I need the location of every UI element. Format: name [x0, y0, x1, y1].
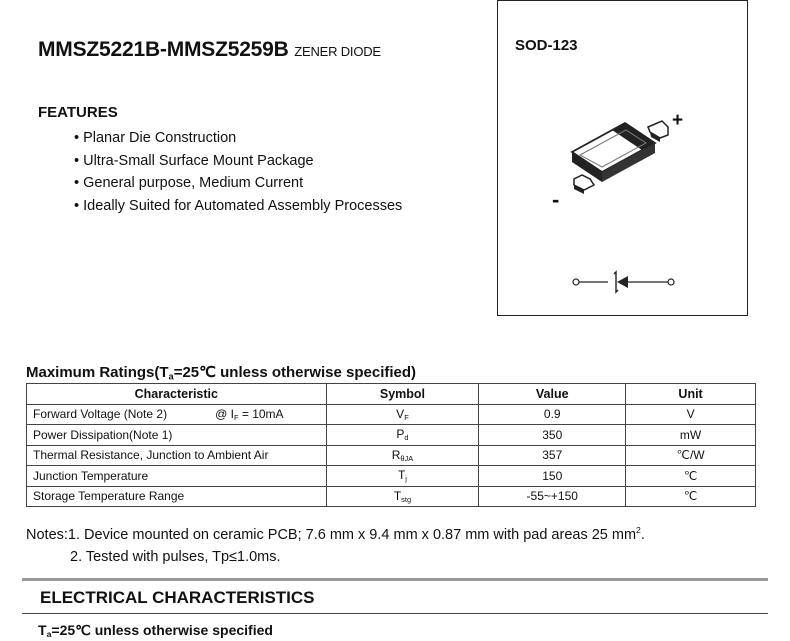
table-header-row [27, 384, 756, 405]
symbol-cell: $V_F$ [326, 404, 479, 425]
page-title [38, 38, 381, 62]
table-row [27, 466, 756, 487]
table-row [27, 404, 756, 425]
note-1: Notes:1. Device mounted on ceramic PCB; 7.6 mm x 9.4 mm x 0.87 mm with pad areas 25 $mm^2$. [26, 525, 645, 543]
column-header: Symbol [326, 384, 479, 405]
features-list [74, 127, 402, 217]
characteristic-cell: Power Dissipation(Note 1) [27, 425, 327, 446]
features-heading: FEATURES [38, 104, 118, 121]
section-divider [22, 613, 768, 614]
unit-cell: ℃ [626, 466, 756, 487]
zener-diode-symbol-icon [570, 268, 680, 298]
feature-item: • Planar Die Construction [74, 130, 237, 146]
unit-cell: ℃/W [626, 445, 756, 466]
unit-cell: V [626, 404, 756, 425]
cathode-minus-label: - [552, 187, 560, 212]
sod123-package-icon [540, 105, 710, 215]
feature-item: • Ideally Suited for Automated Assembly Processes [74, 197, 403, 214]
value-cell: -55~+150 [479, 486, 626, 507]
part-number: MMSZ5221B-MMSZ5259B [38, 38, 289, 61]
unit-cell: ℃ [626, 486, 756, 507]
condition-cell: @ $I_F = 10mA$ [215, 406, 284, 422]
characteristic-cell: Junction Temperature [27, 466, 327, 487]
electrical-characteristics-heading: ELECTRICAL CHARACTERISTICS [40, 588, 315, 607]
column-header: Characteristic [27, 384, 327, 405]
characteristic-cell: Forward Voltage (Note 2) @ $I_F = 10mA$ [27, 404, 327, 425]
feature-item: • Ultra-Small Surface Mount Package [74, 152, 314, 169]
max-ratings-title: Maximum $Ratings(T_a=25℃$ unless otherwise specified) [26, 364, 417, 382]
feature-item: • General purpose, Medium Current [74, 175, 304, 191]
characteristic-cell: Thermal Resistance, Junction to Ambient Air [27, 445, 327, 466]
value-cell: 0.9 [479, 404, 626, 425]
package-name: SOD-123 [515, 37, 578, 54]
symbol-cell: $T_{stg}$ [326, 486, 479, 507]
unit-cell: mW [626, 425, 756, 446]
symbol-cell: $R_{\theta JA}$ [326, 445, 479, 466]
symbol-cell: $T_j$ [326, 466, 479, 487]
note-2: 2. Tested with pulses, Tp≤1.0ms. [70, 549, 281, 565]
value-cell: 357 [479, 445, 626, 466]
table-row [27, 486, 756, 507]
characteristic-cell: Storage Temperature Range [27, 486, 327, 507]
table-row [27, 445, 756, 466]
value-cell: 150 [479, 466, 626, 487]
value-cell: 350 [479, 425, 626, 446]
anode-plus-label: + [672, 110, 684, 131]
symbol-cell: $P_d$ [326, 425, 479, 446]
column-header: Value [479, 384, 626, 405]
max-ratings-table [26, 383, 756, 507]
electrical-conditions: $T_a=25℃$ unless otherwise specified [38, 622, 273, 640]
part-description: ZENER DIODE [294, 44, 381, 59]
column-header: Unit [626, 384, 756, 405]
table-row [27, 425, 756, 446]
section-divider [22, 578, 768, 581]
